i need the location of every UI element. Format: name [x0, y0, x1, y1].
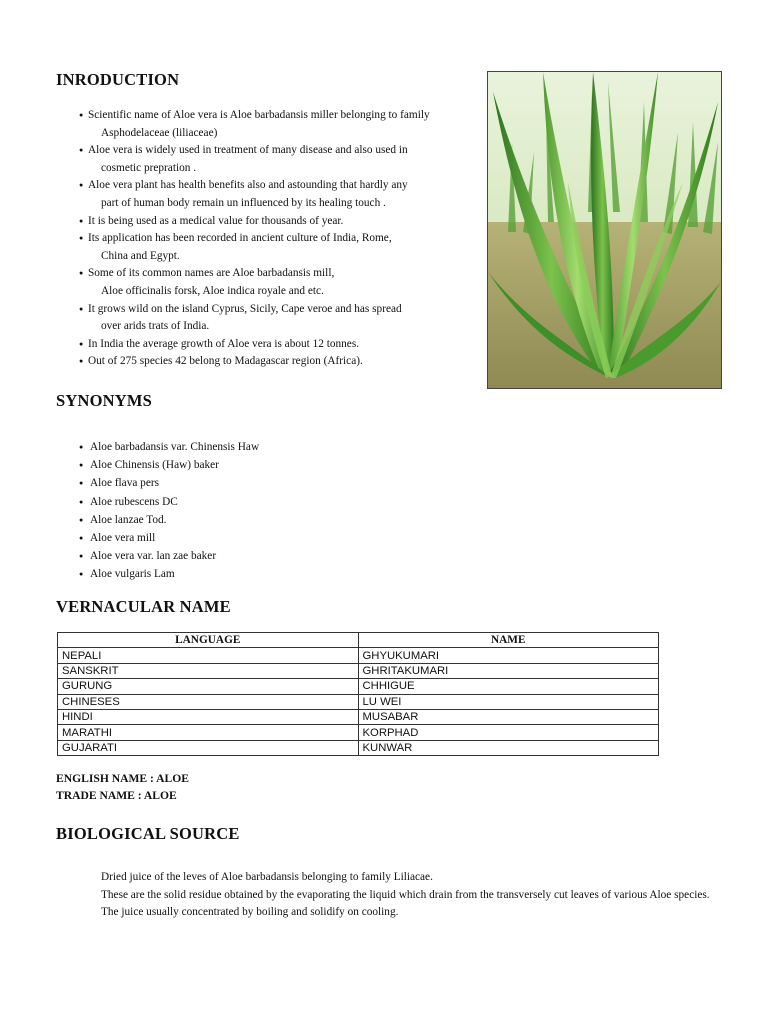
table-header-row	[58, 633, 659, 648]
introduction-list	[76, 107, 486, 371]
paragraph: These are the solid residue obtained by the evaporating the liquid which drain from the transversely cut leaves of various Aloe species.	[101, 888, 710, 901]
english-name: ENGLISH NAME : ALOE	[56, 772, 190, 785]
list-item: ● Some of its common names are Aloe barbadansis mill, Aloe officinalis forsk, Aloe indica royale and etc.	[76, 265, 486, 300]
list-item: ● Its application has been recorded in ancient culture of India, Rome, China and Egypt.	[76, 230, 486, 265]
language-cell: SANSKRIT	[58, 663, 359, 678]
list-item: ● Scientific name of Aloe vera is Aloe barbadansis miller belonging to family Asphodelaceae (liliaceae)	[76, 107, 486, 142]
table-row	[58, 679, 659, 694]
list-item: ● Aloe flava pers	[76, 474, 259, 492]
paragraph: Dried juice of the leves of Aloe barbadansis belonging to family Liliacae.	[101, 871, 433, 883]
list-item: ● Aloe barbadansis var. Chinensis Haw	[76, 438, 259, 456]
table-row	[58, 694, 659, 709]
name-cell: KORPHAD	[358, 725, 659, 740]
list-item: ● Aloe vera var. lan zae baker	[76, 547, 259, 565]
language-cell: HINDI	[58, 709, 359, 724]
table-row	[58, 663, 659, 678]
list-item: ● It is being used as a medical value for thousands of year.	[76, 213, 486, 231]
list-item: ● Aloe vera mill	[76, 529, 259, 547]
introduction-heading: INRODUCTION	[56, 70, 180, 89]
list-item: ● Aloe vera plant has health benefits also and astounding that hardly any part of human body remain un influenced by its healing touch .	[76, 177, 486, 212]
list-item: ● Aloe vulgaris Lam	[76, 565, 259, 583]
synonyms-list	[76, 438, 259, 584]
name-cell: KUNWAR	[358, 740, 659, 755]
table-row	[58, 709, 659, 724]
trade-name: TRADE NAME : ALOE	[56, 789, 177, 802]
language-cell: GUJARATI	[58, 740, 359, 755]
table-row	[58, 740, 659, 755]
synonyms-heading: SYNONYMS	[56, 391, 153, 410]
name-cell: LU WEI	[358, 694, 659, 709]
name-cell: MUSABAR	[358, 709, 659, 724]
list-item: ● It grows wild on the island Cyprus, Sicily, Cape veroe and has spread over arids trats of India.	[76, 301, 486, 336]
vernacular-table	[57, 632, 659, 756]
name-cell: CHHIGUE	[358, 679, 659, 694]
biological-source-heading: BIOLOGICAL SOURCE	[56, 824, 240, 843]
list-item: ● Out of 275 species 42 belong to Madagascar region (Africa).	[76, 353, 486, 371]
list-item: ● In India the average growth of Aloe vera is about 12 tonnes.	[76, 336, 486, 354]
list-item: ● Aloe lanzae Tod.	[76, 511, 259, 529]
list-item: ● Aloe rubescens DC	[76, 493, 259, 511]
name-cell: GHRITAKUMARI	[358, 663, 659, 678]
language-cell: GURUNG	[58, 679, 359, 694]
vernacular-heading: VERNACULAR NAME	[56, 597, 231, 616]
column-header-name: NAME	[358, 633, 659, 648]
table-row	[58, 648, 659, 663]
table-row	[58, 725, 659, 740]
column-header-language: LANGUAGE	[58, 633, 359, 648]
paragraph: The juice usually concentrated by boiling and solidify on cooling.	[101, 906, 399, 919]
name-cell: GHYUKUMARI	[358, 648, 659, 663]
biological-source-body	[101, 869, 731, 922]
aloe-plant-illustration	[488, 72, 721, 388]
list-item: ● Aloe vera is widely used in treatment of many disease and also used in cosmetic prepration .	[76, 142, 486, 177]
language-cell: NEPALI	[58, 648, 359, 663]
language-cell: CHINESES	[58, 694, 359, 709]
aloe-vera-photo	[487, 71, 722, 389]
list-item: ● Aloe Chinensis (Haw) baker	[76, 456, 259, 474]
language-cell: MARATHI	[58, 725, 359, 740]
